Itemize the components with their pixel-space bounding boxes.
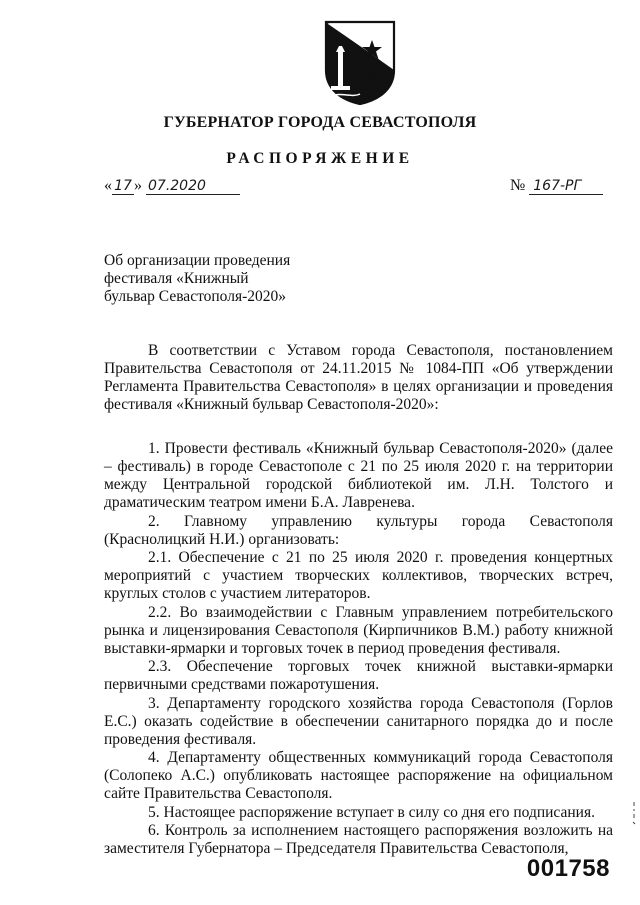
date-open-quote: « — [104, 177, 112, 194]
decree-item: 3. Департаменту городского хозяйства города Севастополя (Горлов Е.С.) оказать содействие в обеспечении санитарного порядка до и после проведения фестиваля. — [104, 694, 613, 748]
decree-item: 6. Контроль за исполнением настоящего распоряжения возложить на заместителя Губернатора – Председателя Правительства Севастополя, — [104, 822, 613, 857]
decree-item: 4. Департаменту общественных коммуникаций города Севастополя (Солопеко А.С.) опубликовать настоящее распоряжение на официальном сайте Правительства Севастополя. — [104, 749, 613, 802]
document-date — [104, 177, 240, 195]
decree-item: 2. Главному управлению культуры города Севастополя (Краснолицкий Н.И.) организовать: — [104, 512, 613, 548]
registration-number: 001758 — [526, 855, 610, 882]
margin-binding-mark — [631, 800, 637, 830]
decree-items — [104, 440, 613, 859]
preamble — [104, 342, 613, 414]
decree-item: 2.1. Обеспечение с 21 по 25 июля 2020 г. проведения концертных мероприятий с участием творческих коллективов, творческих встреч, круглых столов с участием литераторов. — [104, 549, 613, 602]
document-number — [510, 177, 603, 195]
document-type: РАСПОРЯЖЕНИЕ — [226, 150, 414, 167]
sevastopol-coat-of-arms-icon — [322, 18, 398, 106]
preamble-paragraph: В соответствии с Уставом города Севастополя, постановлением Правительства Севастополя от 24.11.2015 № 1084-ПП «Об утверждении Регламента Правительства Севастополя» в целях организации и проведения фестиваля «Книжный бульвар Севастополя-2020»: — [104, 342, 613, 413]
subject-line: Об организации проведения — [104, 252, 291, 269]
organization-title: ГУБЕРНАТОР ГОРОДА СЕВАСТОПОЛЯ — [163, 114, 477, 131]
decree-item: 1. Провести фестиваль «Книжный бульвар Севастополя-2020» (далее – фестиваль) в городе Севастополе с 21 по 25 июля 2020 г. на территории между Центральной городской библиотекой им. Л.Н. Толстого и драматическим театром имени Б.А. Лавренева. — [104, 440, 613, 511]
date-close-quote: » — [134, 177, 142, 194]
decree-item: 2.2. Во взаимодействии с Главным управлением потребительского рынка и лицензирования Севастополя (Кирпичников В.М.) работу книжной выставки-ярмарки и торговых точек в период проведения фестиваля. — [104, 603, 613, 657]
document-subject — [104, 252, 334, 306]
subject-line: фестиваля «Книжный — [104, 270, 249, 287]
decree-item: 2.3. Обеспечение торговых точек книжной выставки-ярмарки первичными средствами пожаротушения. — [104, 658, 613, 693]
decree-item: 5. Настоящее распоряжение вступает в силу со дня его подписания. — [148, 803, 595, 821]
number-prefix: № — [510, 177, 526, 194]
date-day: 17 — [112, 178, 134, 195]
number-value: 167-РГ — [529, 178, 603, 195]
date-month-year: 07.2020 — [146, 178, 240, 195]
subject-line: бульвар Севастополя-2020» — [104, 288, 287, 305]
